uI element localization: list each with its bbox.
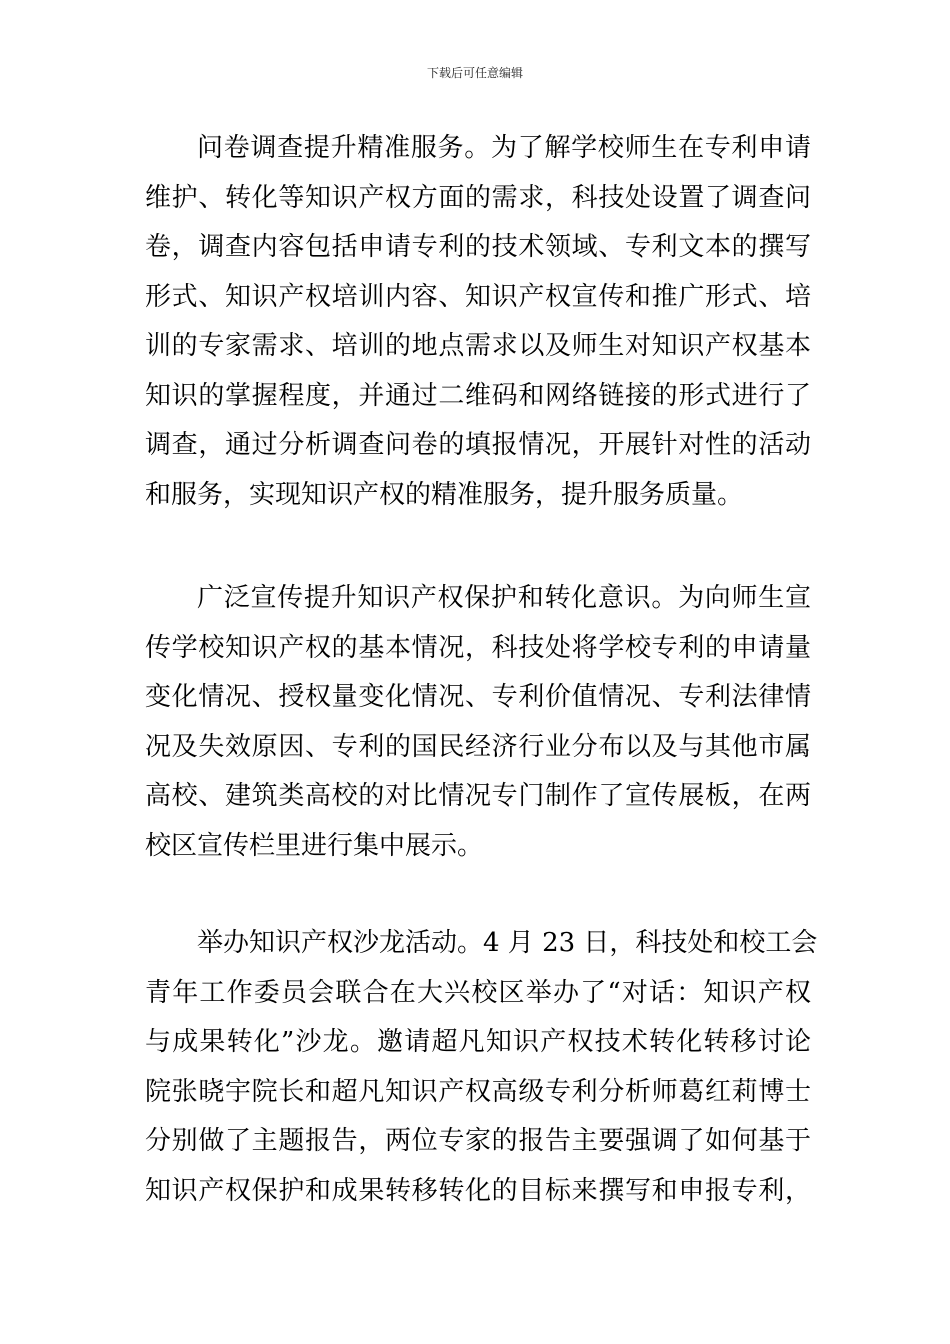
page-header: 下载后可任意编辑 bbox=[426, 66, 523, 80]
paragraph-line: 高校、建筑类高校的对比情况专门制作了宣传展板，在两 bbox=[145, 781, 811, 811]
paragraph-line: 与成果转化”沙龙。邀请超凡知识产权技术转化转移讨论 bbox=[145, 1027, 811, 1057]
paragraph-publicity bbox=[145, 574, 811, 871]
paragraph-line: 知识产权保护和成果转移转化的目标来撰写和申报专利， bbox=[145, 1175, 811, 1206]
paragraph-line: 校区宣传栏里进行集中展示。 bbox=[145, 830, 484, 861]
paragraph-line: 举办知识产权沙龙活动。4 月 23 日，科技处和校工会 bbox=[197, 928, 818, 958]
paragraph-line: 变化情况、授权量变化情况、专利价值情况、专利法律情 bbox=[145, 682, 811, 712]
paragraph-line: 广泛宣传提升知识产权保护和转化意识。为向师生宣 bbox=[197, 583, 811, 613]
paragraph-line: 调查，通过分析调查问卷的填报情况，开展针对性的活动 bbox=[145, 430, 811, 460]
paragraph-line: 问卷调查提升精准服务。为了解学校师生在专利申请 bbox=[197, 133, 811, 163]
paragraph-line: 知识的掌握程度，并通过二维码和网络链接的形式进行了 bbox=[145, 380, 811, 411]
paragraph-line: 形式、知识产权培训内容、知识产权宣传和推广形式、培 bbox=[145, 281, 811, 312]
paragraph-line: 青年工作委员会联合在大兴校区举办了“对话：知识产权 bbox=[145, 977, 811, 1008]
paragraph-line: 维护、转化等知识产权方面的需求，科技处设置了调查问 bbox=[145, 182, 811, 213]
paragraph-line: 况及失效原因、专利的国民经济行业分布以及与其他市属 bbox=[145, 731, 811, 762]
paragraph-salon bbox=[145, 919, 818, 1216]
paragraph-line: 和服务，实现知识产权的精准服务，提升服务质量。 bbox=[145, 479, 744, 510]
paragraph-line: 卷，调查内容包括申请专利的技术领域、专利文本的撰写 bbox=[145, 232, 811, 262]
paragraph-questionnaire bbox=[145, 124, 811, 520]
paragraph-line: 分别做了主题报告，两位专家的报告主要强调了如何基于 bbox=[145, 1126, 811, 1156]
paragraph-line: 传学校知识产权的基本情况，科技处将学校专利的申请量 bbox=[145, 632, 811, 663]
paragraph-line: 训的专家需求、培训的地点需求以及师生对知识产权基本 bbox=[145, 331, 811, 361]
paragraph-line: 院张晓宇院长和超凡知识产权高级专利分析师葛红莉博士 bbox=[145, 1076, 811, 1107]
